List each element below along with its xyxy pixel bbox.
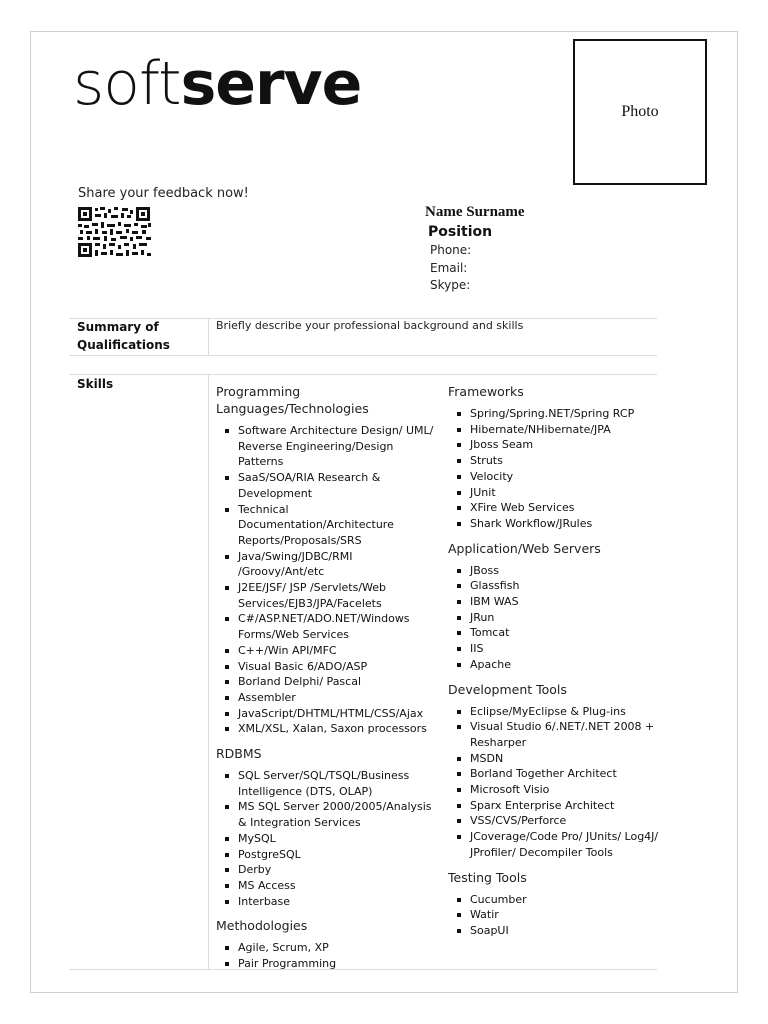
skill-item: Hibernate/NHibernate/JPA <box>448 422 663 438</box>
softserve-logo <box>73 46 361 122</box>
skill-item: MySQL <box>216 831 441 847</box>
skill-item: Spring/Spring.NET/Spring RCP <box>448 406 663 422</box>
skill-item: Borland Delphi/ Pascal <box>216 674 441 690</box>
skill-item: C++/Win API/MFC <box>216 643 441 659</box>
summary-column-divider <box>208 318 209 355</box>
skill-item: MS Access <box>216 878 441 894</box>
skill-item: Visual Basic 6/ADO/ASP <box>216 659 441 675</box>
skill-item: IIS <box>448 641 663 657</box>
skill-item: JCoverage/Code Pro/ JUnits/ Log4J/ JProfiler/ Decompiler Tools <box>448 829 663 860</box>
skill-item: Eclipse/MyEclipse & Plug-ins <box>448 704 663 720</box>
skill-list <box>448 704 663 861</box>
skill-list <box>448 563 663 673</box>
skill-item: IBM WAS <box>448 594 663 610</box>
skill-item: VSS/CVS/Perforce <box>448 813 663 829</box>
skills-label: Skills <box>77 377 114 391</box>
skill-item: JavaScript/DHTML/HTML/CSS/Ajax <box>216 706 441 722</box>
skill-group-title: RDBMS <box>216 746 262 762</box>
skill-group-title: Methodologies <box>216 918 308 934</box>
skill-item: Software Architecture Design/ UML/ Reverse Engineering/Design Patterns <box>216 423 441 470</box>
summary-label: Summary of Qualifications <box>77 320 170 352</box>
skill-item: XML/XSL, Xalan, Saxon processors <box>216 721 441 737</box>
skills-column-divider <box>208 374 209 969</box>
skill-item: Cucumber <box>448 892 663 908</box>
skill-list <box>216 768 441 909</box>
contact-block <box>425 202 525 295</box>
skill-item: Java/Swing/JDBC/RMI /Groovy/Ant/etc <box>216 549 441 580</box>
feedback-text: Share your feedback now! <box>78 186 249 201</box>
skill-list <box>448 892 663 939</box>
summary-bottom-rule <box>69 355 657 356</box>
skill-item: JRun <box>448 610 663 626</box>
photo-placeholder <box>573 39 707 185</box>
skill-item: Borland Together Architect <box>448 766 663 782</box>
skill-item: Watir <box>448 907 663 923</box>
skill-item: PostgreSQL <box>216 847 441 863</box>
skill-group-methodologies <box>216 917 441 971</box>
skill-group-testing-tools <box>448 869 663 939</box>
skill-item: Assembler <box>216 690 441 706</box>
skill-item: JBoss <box>448 563 663 579</box>
phone-label: Phone: <box>430 243 472 257</box>
skill-group-title: Testing Tools <box>448 869 527 885</box>
skill-item: Agile, Scrum, XP <box>216 940 441 956</box>
skill-item: MSDN <box>448 751 663 767</box>
skill-item: Velocity <box>448 469 663 485</box>
skill-group-application-web-servers <box>448 540 663 673</box>
skill-item: Derby <box>216 862 441 878</box>
resume-page <box>30 31 738 993</box>
skill-item: XFire Web Services <box>448 500 663 516</box>
skill-item: Shark Workflow/JRules <box>448 516 663 532</box>
skill-item: Visual Studio 6/.NET/.NET 2008 + Resharper <box>448 719 663 750</box>
skill-item: Pair Programming <box>216 956 441 972</box>
skype-label: Skype: <box>430 278 471 292</box>
skill-item: MS SQL Server 2000/2005/Analysis & Integration Services <box>216 799 441 830</box>
photo-label: Photo <box>621 103 659 120</box>
skill-item: Struts <box>448 453 663 469</box>
skill-group-frameworks <box>448 383 663 532</box>
email-label: Email: <box>430 260 468 275</box>
skill-item: Jboss Seam <box>448 437 663 453</box>
skills-right-column <box>448 383 663 939</box>
summary-text[interactable]: Briefly describe your professional background and skills <box>216 319 524 332</box>
skill-item: Microsoft Visio <box>448 782 663 798</box>
skill-group-title: Frameworks <box>448 384 524 399</box>
skill-item: JUnit <box>448 485 663 501</box>
skill-group-programming-languages-technologies <box>216 383 441 737</box>
skill-list <box>448 406 663 532</box>
skill-item: Sparx Enterprise Architect <box>448 798 663 814</box>
skills-top-rule <box>69 374 657 375</box>
qr-code-icon[interactable] <box>78 207 152 259</box>
candidate-name: Name Surname <box>425 204 525 220</box>
candidate-position: Position <box>428 224 493 240</box>
skill-list <box>216 940 441 971</box>
skill-item: SoapUI <box>448 923 663 939</box>
skill-group-title: Development Tools <box>448 681 567 697</box>
skill-list <box>216 423 441 737</box>
skill-item: SaaS/SOA/RIA Research & Development <box>216 470 441 501</box>
skill-item: C#/ASP.NET/ADO.NET/Windows Forms/Web Services <box>216 611 441 642</box>
skills-left-column <box>216 383 441 972</box>
skill-group-title: Programming Languages/Technologies <box>216 384 369 416</box>
skill-item: Interbase <box>216 894 441 910</box>
skill-item: Technical Documentation/Architecture Reports/Proposals/SRS <box>216 502 441 549</box>
skill-item: Glassfish <box>448 578 663 594</box>
skill-item: Apache <box>448 657 663 673</box>
logo-part-serve: serve <box>180 49 362 119</box>
skill-group-title: Application/Web Servers <box>448 540 601 556</box>
skill-group-rdbms <box>216 745 441 909</box>
logo-part-soft: soft <box>73 49 181 119</box>
skill-item: SQL Server/SQL/TSQL/Business Intelligence (DTS, OLAP) <box>216 768 441 799</box>
skill-item: Tomcat <box>448 625 663 641</box>
skill-group-development-tools <box>448 681 663 861</box>
skill-item: J2EE/JSF/ JSP /Servlets/Web Services/EJB3/JPA/Facelets <box>216 580 441 611</box>
